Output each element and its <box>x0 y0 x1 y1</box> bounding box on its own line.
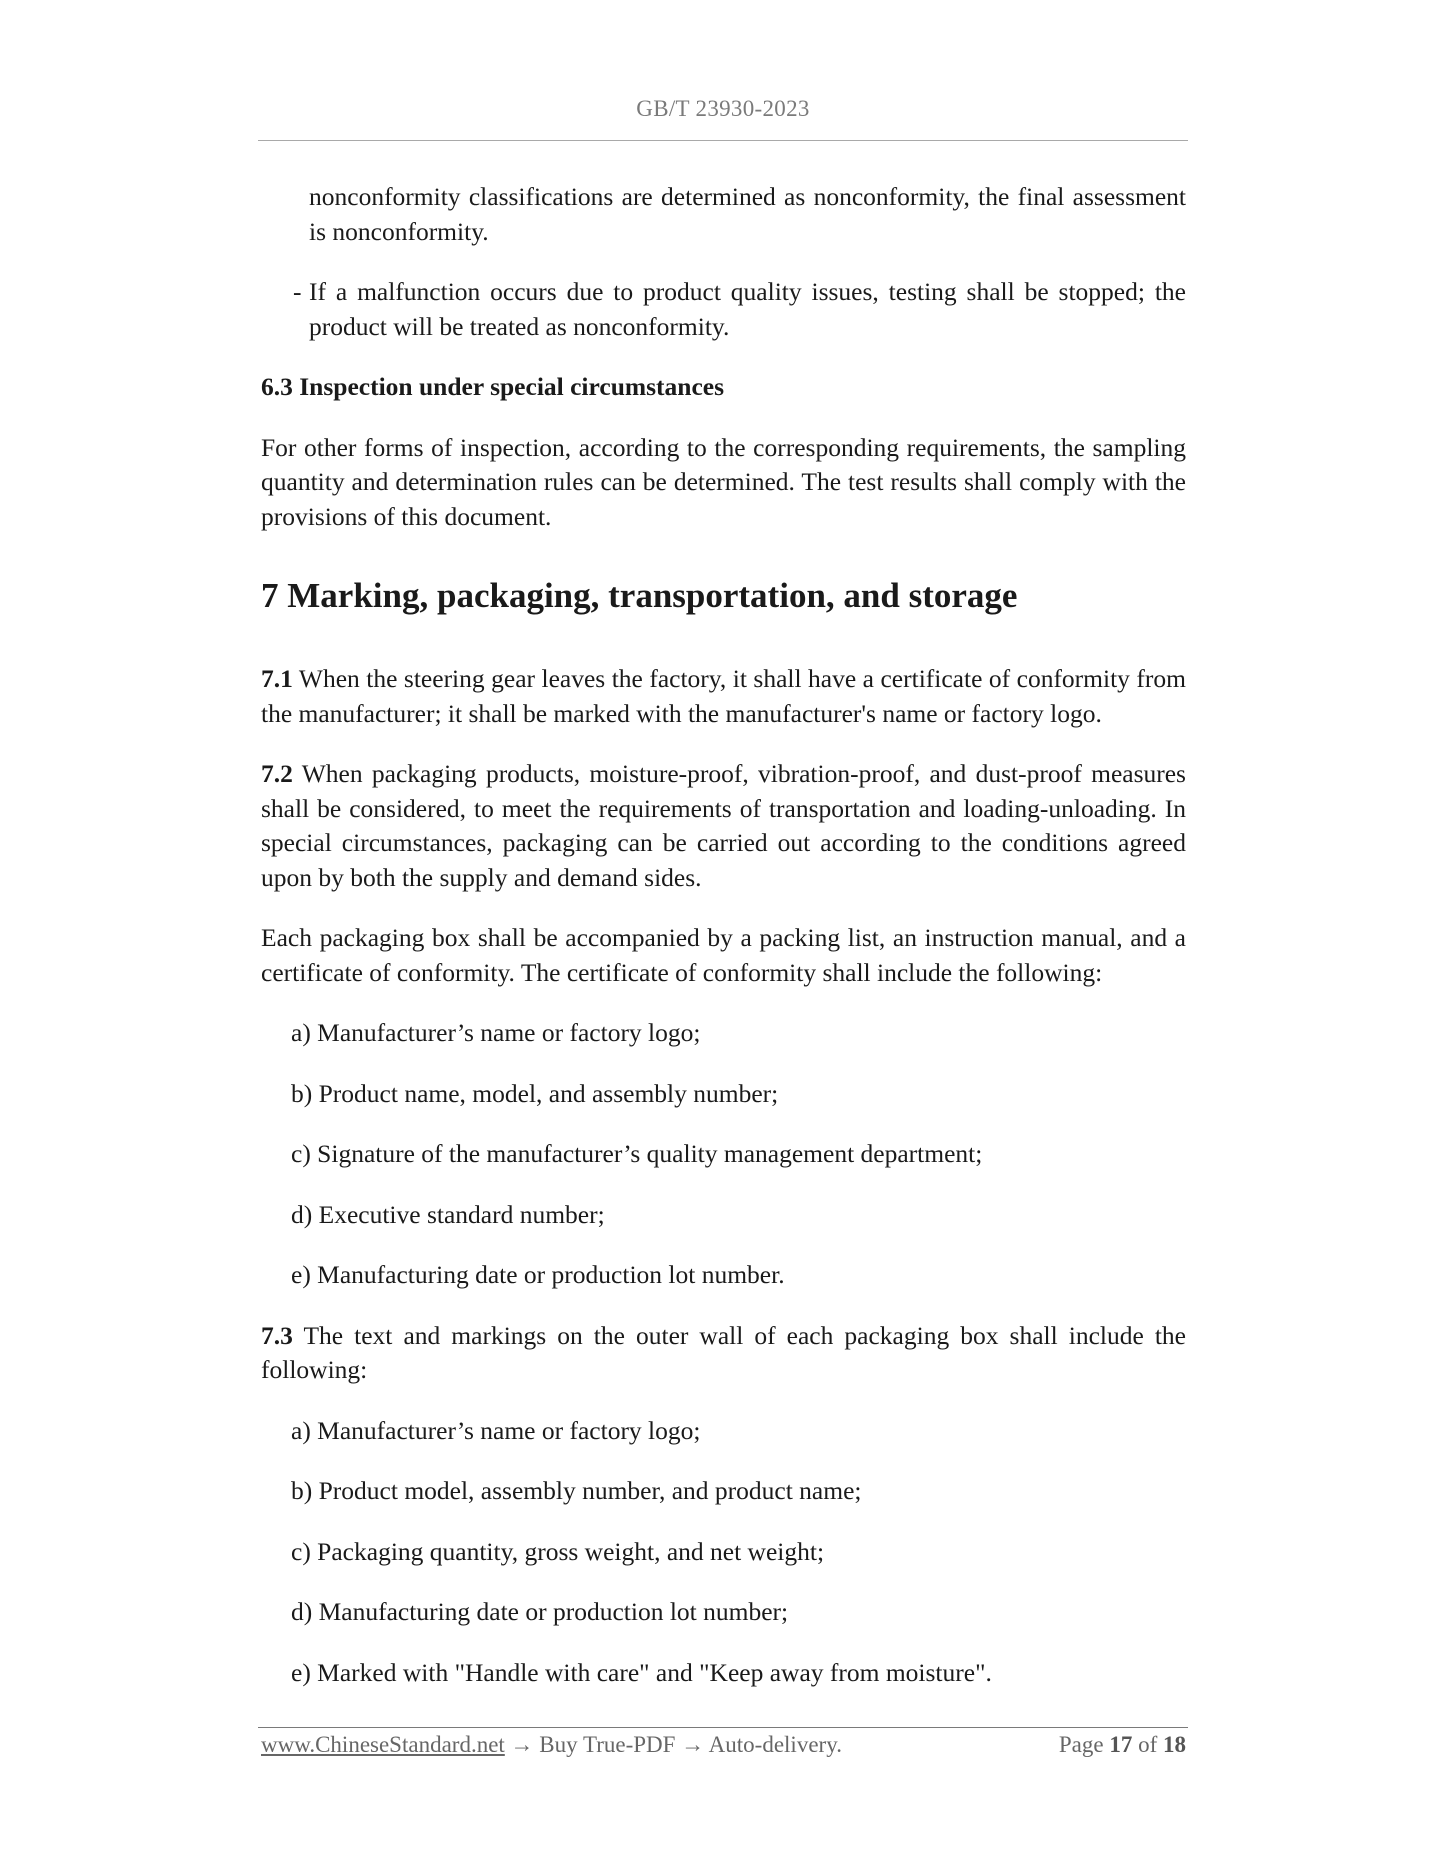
page-header-title: GB/T 23930-2023 <box>636 96 810 121</box>
list-item: d) Manufacturing date or production lot number; <box>291 1597 789 1626</box>
total-pages-number: 18 <box>1163 1732 1186 1757</box>
clause-7-1 <box>261 662 1186 731</box>
arrow-right-icon: → <box>681 1732 705 1757</box>
clause-7-3-text: The text and markings on the outer wall of each packaging box shall include the following: <box>261 1320 1186 1384</box>
header-divider <box>258 140 1188 141</box>
of-label: of <box>1138 1732 1158 1757</box>
list-item: d) Executive standard number; <box>291 1199 605 1229</box>
page-label: Page <box>1058 1732 1104 1757</box>
auto-delivery-text: Auto-delivery. <box>708 1732 842 1757</box>
clause-7-2 <box>261 757 1186 895</box>
continuation-paragraph: nonconformity classifications are determined as nonconformity, the final assessment is nonconformity. <box>309 182 1186 246</box>
page-number-indicator <box>1059 1729 1186 1761</box>
section-6-3-paragraph: For other forms of inspection, according to the corresponding requirements, the sampling quantity and determination rules can be determined. The test results shall comply with the provisions of this document. <box>261 432 1186 531</box>
clause-7-1-text: When the steering gear leaves the factory, it shall have a certificate of conformity from the manufacturer; it shall be marked with the manufacturer's name or factory logo. <box>261 664 1186 728</box>
footer-divider <box>258 1727 1188 1728</box>
list-item: e) Marked with "Handle with care" and "Keep away from moisture". <box>291 1657 992 1687</box>
list-item: b) Product name, model, and assembly number; <box>291 1078 779 1108</box>
section-6-3-heading: 6.3 Inspection under special circumstances <box>261 372 725 401</box>
dash-list-item-text: If a malfunction occurs due to product quality issues, testing shall be stopped; the product will be treated as nonconformity. <box>309 277 1186 341</box>
clause-7-3 <box>261 1319 1186 1388</box>
section-7-heading: 7 Marking, packaging, transportation, and storage <box>261 576 1018 615</box>
clause-7-1-number: 7.1 <box>261 664 293 693</box>
list-item: a) Manufacturer’s name or factory logo; <box>291 1018 701 1047</box>
clause-7-3-number: 7.3 <box>261 1320 293 1350</box>
website-link[interactable]: www.ChineseStandard.net <box>261 1732 505 1757</box>
buy-pdf-text: Buy True-PDF <box>539 1732 676 1757</box>
dash-list-item <box>293 275 1186 344</box>
clause-7-2-number: 7.2 <box>261 759 293 788</box>
footer-promo <box>261 1729 842 1761</box>
list-item: c) Signature of the manufacturer’s quality management department; <box>291 1139 983 1168</box>
current-page-number: 17 <box>1109 1732 1133 1757</box>
dash-bullet: - <box>293 277 302 306</box>
list-item: c) Packaging quantity, gross weight, and net weight; <box>291 1536 825 1566</box>
clause-7-2-paragraph-2: Each packaging box shall be accompanied by a packing list, an instruction manual, and a certificate of conformity. The certificate of conformity shall include the following: <box>261 923 1186 987</box>
list-item: a) Manufacturer’s name or factory logo; <box>291 1415 701 1445</box>
arrow-right-icon: → <box>510 1732 534 1757</box>
list-item: e) Manufacturing date or production lot number. <box>291 1260 785 1289</box>
list-item: b) Product model, assembly number, and product name; <box>291 1476 862 1505</box>
page-content <box>261 180 1186 1716</box>
clause-7-2-text: When packaging products, moisture-proof, vibration-proof, and dust-proof measures shall be considered, to meet the requirements of transportation and loading-unloading. In special circumstances, packaging can be carried out according to the conditions agreed upon by both the supply and demand sides. <box>261 759 1186 892</box>
